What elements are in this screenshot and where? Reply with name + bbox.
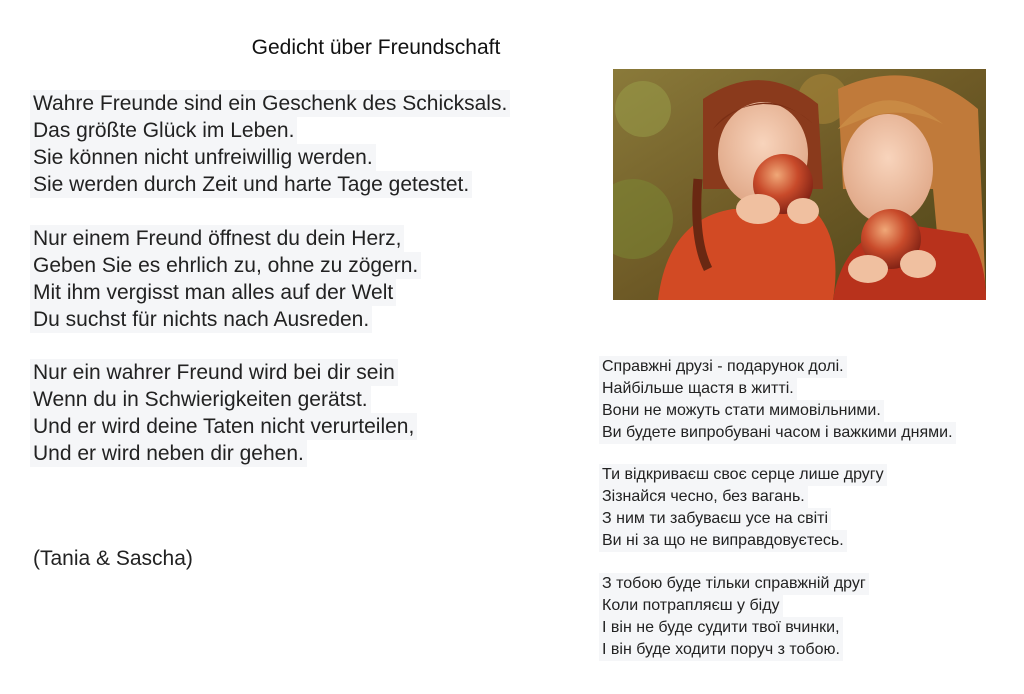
poem-line: Geben Sie es ehrlich zu, ohne zu zögern. — [30, 252, 421, 279]
poem-line: Sie können nicht unfreiwillig werden. — [30, 144, 376, 171]
poem-line: Und er wird deine Taten nicht verurteilen, — [30, 413, 417, 440]
poem-line: Mit ihm vergisst man alles auf der Welt — [30, 279, 396, 306]
poem-line: Du suchst für nichts nach Ausreden. — [30, 306, 372, 333]
poem-line: Wenn du in Schwierigkeiten gerätst. — [30, 386, 371, 413]
german-stanza-1 — [33, 90, 510, 198]
german-stanza-3 — [33, 359, 417, 467]
poem-line: Зізнайся чесно, без вагань. — [599, 486, 808, 508]
poem-line: Вони не можуть стати мимовільними. — [599, 400, 884, 422]
poem-line: Nur einem Freund öffnest du dein Herz, — [30, 225, 404, 252]
poem-line: Und er wird neben dir gehen. — [30, 440, 307, 467]
poem-line: Ви будете випробувані часом і важкими днями. — [599, 422, 956, 444]
children-with-apples-photo — [613, 69, 986, 300]
poem-line: Wahre Freunde sind ein Geschenk des Schicksals. — [30, 90, 510, 117]
poem-line: І він не буде судити твої вчинки, — [599, 617, 843, 639]
poem-line: Коли потрапляєш у біду — [599, 595, 783, 617]
poem-line: Ви ні за що не виправдовуєтесь. — [599, 530, 847, 552]
poem-line: Найбільше щастя в житті. — [599, 378, 797, 400]
poem-title: Gedicht über Freundschaft — [251, 36, 501, 59]
ukrainian-stanza-2 — [602, 464, 887, 552]
poem-line: Das größte Glück im Leben. — [30, 117, 297, 144]
ukrainian-stanza-3 — [602, 573, 869, 661]
ukrainian-stanza-1 — [602, 356, 956, 444]
german-stanza-2 — [33, 225, 421, 333]
poem-line: Nur ein wahrer Freund wird bei dir sein — [30, 359, 398, 386]
poem-line: З тобою буде тільки справжній друг — [599, 573, 869, 595]
poem-line: Ти відкриваєш своє серце лише другу — [599, 464, 887, 486]
signature: (Tania & Sascha) — [33, 547, 193, 570]
poem-line: Sie werden durch Zeit und harte Tage getestet. — [30, 171, 472, 198]
poem-line: Справжні друзі - подарунок долі. — [599, 356, 847, 378]
poem-line: З ним ти забуваєш усе на світі — [599, 508, 831, 530]
poem-line: І він буде ходити поруч з тобою. — [599, 639, 843, 661]
